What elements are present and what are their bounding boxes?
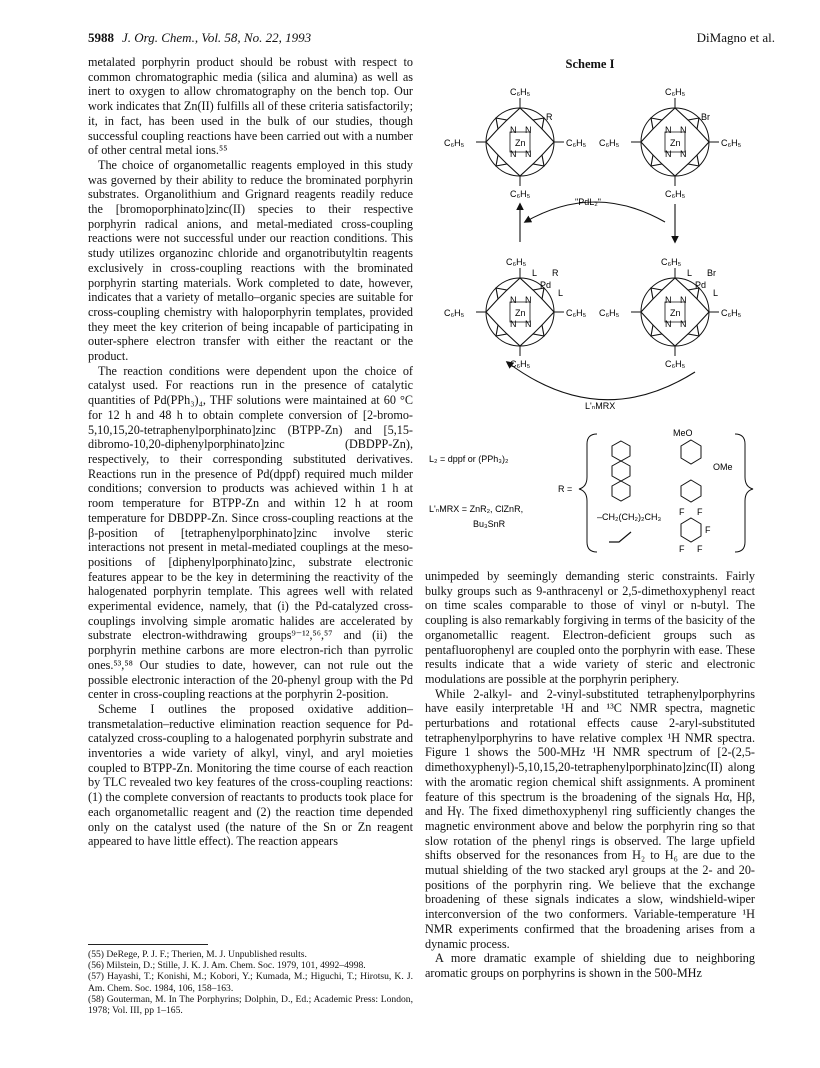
reagent-definition-cont: Bu₃SnR	[473, 519, 506, 529]
paragraph: Scheme I outlines the proposed oxidative addition–transmetalation–reductive elimination reaction sequence for Pd-catalyzed cross-coupling to a halogenated porphyrin substrate and inventories a wide variety of alkyl, vinyl, and aryl moieties coupled to BTPP-Zn. Monitoring the time course of each reaction by TLC revealed two key features of the cross-coupling reactions: (1) the complete conversion of reactants to products took place for each organometallic reagent and (2) the reaction time depended only on the catalyst used (the nature of the Sn or Zn reagent appeared to have little effect). The reaction appears	[88, 701, 413, 849]
substituent-r: R	[546, 112, 553, 122]
porphyrin-bottom-right	[599, 257, 742, 369]
footnote: (58) Gouterman, M. In The Porphyrins; Dolphin, D., Ed.; Academic Press: London, 1978; Vol. III, pp 1–165.	[88, 993, 413, 1017]
footnote: (56) Milstein, D.; Stille, J. K. J. Am. Chem. Soc. 1979, 101, 4992–4998.	[88, 960, 366, 972]
meso-phenyl-bottom: C₆H₅	[665, 359, 686, 369]
left-brace	[579, 434, 597, 552]
meso-phenyl-right: C₆H₅	[721, 138, 742, 148]
dimethoxyphenyl-ring	[681, 440, 701, 464]
fluoro-label: F	[705, 525, 711, 535]
substituent-br: Br	[701, 112, 710, 122]
substituent-r: R	[552, 268, 559, 278]
running-authors: DiMagno et al.	[696, 30, 775, 45]
journal-citation: J. Org. Chem., Vol. 58, No. 22, 1993	[122, 30, 312, 45]
meso-phenyl-left: C₆H₅	[599, 308, 620, 318]
methoxy-label: OMe	[713, 462, 733, 472]
fluoro-label: F	[679, 507, 685, 517]
footnote-rule	[88, 944, 208, 945]
porphyrin-top-right	[599, 87, 742, 199]
metal-label: Zn	[515, 138, 526, 148]
r-definition: R =	[558, 484, 573, 494]
transmetalation-label: L'ₙMRX	[585, 401, 616, 411]
paragraph: unimpeded by seemingly demanding steric constraints. Fairly bulky groups such as 9-anthracenyl or 2,5-dimethoxyphenyl react on time scales comparable to those of vinyl or n-butyl. The coupling is also remarkably forgiving in terms of the basicity of the organometallic reagent. Electron-deficient groups such as pentafluorophenyl are coupled onto the porphyrin with ease. These results indicate that a wide variety of steric and electronic modulations are possible at the porphyrin periphery.	[425, 569, 755, 686]
meso-phenyl-left: C₆H₅	[599, 138, 620, 148]
fluoro-label: F	[697, 544, 703, 554]
footnote: (55) DeRege, P. J. F.; Therien, M. J. Unpublished results.	[88, 949, 307, 960]
nitrogen-label: N	[680, 125, 687, 135]
nitrogen-label: N	[680, 319, 687, 329]
nitrogen-label: N	[525, 125, 532, 135]
paragraph: The choice of organometallic reagents employed in this study was governed by their ability to reduce the brominated porphyrin substrates. Organolithium and Grignard reagents readily reduce the [bromoporphinato]zinc(II) species to their respective porphyrin radical anions, and metal-mediated cross-coupling reactions were not successful under our reaction conditions. This study utilizes organozinc chloride and organotributyltin reagents exclusively in cross-coupling reactions with the brominated porphyrin starting materials. Work completed to date, however, indicates that a variety of metallo–organic species are suitable for cross-coupling chemistry with haloporphyrin templates, provided they meet the key criterion of being incapable of participating in outer-sphere electron transfer with either the reactant or the product.	[88, 157, 413, 364]
paragraph: The reaction conditions were dependent upon the choice of catalyst used. For reactions run in the presence of catalytic quantities of Pd(PPh₃)₄, THF solutions were maintained at 60 °C for 12 h and 48 h to obtain complete conversion of [2-bromo-5,10,15,20-tetraphenylporphinato]zinc (BTPP-Zn) and [5,15-dibromo-10,20-diphenylporphinato]zinc (DBDPP-Zn), respectively, to their corresponding substituted derivatives. Reactions run in the presence of Pd(dppf) required much milder conditions; conversion to products was achieved within 1 h at room temperature for BTPP-Zn and within 12 h at room temperature for DBDPP-Zn. Since cross-coupling reactions at the β-position of [tetraphenylporphinato]zinc involve steric interactions not present in metal-mediated couplings at the meso-positions of [diphenylporphinato]zinc, substrate electronic features appear to be the key in determining the reactivity of the halogenated porphyrin template. This agrees well with related experimental evidence, namely, that (i) the Pd-catalyzed cross-couplings involving simple aromatic halides are accelerated by substrate electron-withdrawing groups⁹⁻¹²,⁵⁶,⁵⁷ and (ii) the porphyrin methine carbons are more electron-rich than pyrrolic ones.⁵³,⁵⁸ Our studies to date, however, can not rule out the possible electronic interaction of the 20-phenyl group with the Pd center in cross-coupling reactions at the porphyrin 2-position.	[88, 363, 413, 702]
catalyst-label: "PdL₂"	[575, 197, 601, 207]
metal-label: Zn	[670, 138, 681, 148]
reagent-definition: L'ₙMRX = ZnR₂, ClZnR,	[429, 504, 524, 514]
ligand-label: L	[558, 288, 564, 298]
meso-phenyl-bottom: C₆H₅	[665, 189, 686, 199]
phenyl-ring	[681, 480, 701, 502]
nitrogen-label: N	[665, 125, 672, 135]
nitrogen-label: N	[525, 319, 532, 329]
substituent-br: Br	[707, 268, 716, 278]
page-number: 5988	[88, 30, 114, 45]
ligand-label: L	[532, 268, 538, 278]
nitrogen-label: N	[525, 149, 532, 159]
meso-phenyl-left: C₆H₅	[444, 138, 465, 148]
meso-phenyl-top: C₆H₅	[510, 87, 531, 97]
anthracenyl-group	[612, 441, 630, 501]
pentafluorophenyl-ring	[681, 518, 701, 542]
meso-phenyl-top: C₆H₅	[665, 87, 686, 97]
nitrogen-label: N	[665, 295, 672, 305]
scheme-diagram	[425, 72, 755, 562]
nitrogen-label: N	[665, 319, 672, 329]
meso-phenyl-bottom: C₆H₅	[510, 359, 531, 369]
nitrogen-label: N	[680, 295, 687, 305]
left-column	[88, 55, 413, 849]
fluoro-label: F	[697, 507, 703, 517]
meso-phenyl-right: C₆H₅	[721, 308, 742, 318]
metal-label: Zn	[670, 308, 681, 318]
porphyrin-top-left	[444, 87, 587, 199]
l2-definition: L₂ = dppf or (PPh₃)₂	[429, 454, 509, 464]
nitrogen-label: N	[680, 149, 687, 159]
ligand-label: L	[687, 268, 693, 278]
paragraph: metalated porphyrin product should be robust with respect to common chromatographic media (silica and alumina) as well as inert to oxygen to allow chromatography on the bench top. Our work indicates that Zn(II) fulfills all of these criteria satisfactorily; it, in fact, has been used in the bulk of our studies, though successful coupling reactions have been carried out with a number of other central metal ions.⁵⁵	[88, 55, 413, 158]
meso-phenyl-left: C₆H₅	[444, 308, 465, 318]
n-butyl-group: –CH₂(CH₂)₂CH₃	[597, 512, 662, 522]
ligand-label: L	[713, 288, 719, 298]
meso-phenyl-right: C₆H₅	[566, 138, 587, 148]
page-header	[88, 30, 775, 48]
scheme-title: Scheme I	[565, 57, 615, 71]
nitrogen-label: N	[525, 295, 532, 305]
paragraph: While 2-alkyl- and 2-vinyl-substituted tetraphenylporphyrins have easily interpretable ¹H and ¹³C NMR spectra, magnetic perturbations and rotational effects cause 2-aryl-substituted tetraphenylporphyrins to have relative complex ¹H NMR spectra. Figure 1 shows the 500-MHz ¹H NMR spectrum of [2-(2,5-dimethoxyphenyl)-5,10,15,20-tetraphenylporphinato]zinc(II) along with the aromatic region chemical shift assignments. A prominent feature of this spectrum is the broadening of the signals Hα, Hβ, and Hγ. The fixed dimethoxyphenyl ring sufficiently changes the magnetic environment above and below the porphyrin ring so that slow rotation of the phenyl rings is observed. The large upfield shifts observed for the resonances from H₂ to H₆ are due to the mutual shielding of the two stacked aryl groups at the 2- and 20-positions of the porphyrin ring. We believe that the exchange broadening of these signals indicates a slow, windshield-wiper interconversion of the two conformers. Variable-temperature ¹H NMR experiments confirmed that the broadening arises from a dynamic process.	[425, 686, 755, 951]
nitrogen-label: N	[510, 125, 517, 135]
meso-phenyl-bottom: C₆H₅	[510, 189, 531, 199]
porphyrin-bottom-left	[444, 257, 587, 369]
methoxy-label: MeO	[673, 428, 693, 438]
footnote: (57) Hayashi, T.; Konishi, M.; Kobori, Y.; Kumada, M.; Higuchi, T.; Hirotsu, K. J. Am. Chem. Soc. 1984, 106, 158–163.	[88, 971, 413, 994]
paragraph: A more dramatic example of shielding due to neighboring aromatic groups on porphyrins is shown in the 500-MHz	[425, 951, 755, 980]
fluoro-label: F	[679, 544, 685, 554]
nitrogen-label: N	[665, 149, 672, 159]
footnotes	[88, 944, 413, 1016]
nitrogen-label: N	[510, 295, 517, 305]
right-brace	[735, 434, 753, 552]
vinyl-group	[609, 532, 631, 542]
metal-label: Zn	[515, 308, 526, 318]
right-column	[425, 569, 755, 981]
nitrogen-label: N	[510, 319, 517, 329]
palladium-label: Pd	[540, 280, 552, 290]
meso-phenyl-top: C₆H₅	[661, 257, 682, 267]
meso-phenyl-top: C₆H₅	[506, 257, 527, 267]
palladium-label: Pd	[695, 280, 707, 290]
meso-phenyl-right: C₆H₅	[566, 308, 587, 318]
nitrogen-label: N	[510, 149, 517, 159]
